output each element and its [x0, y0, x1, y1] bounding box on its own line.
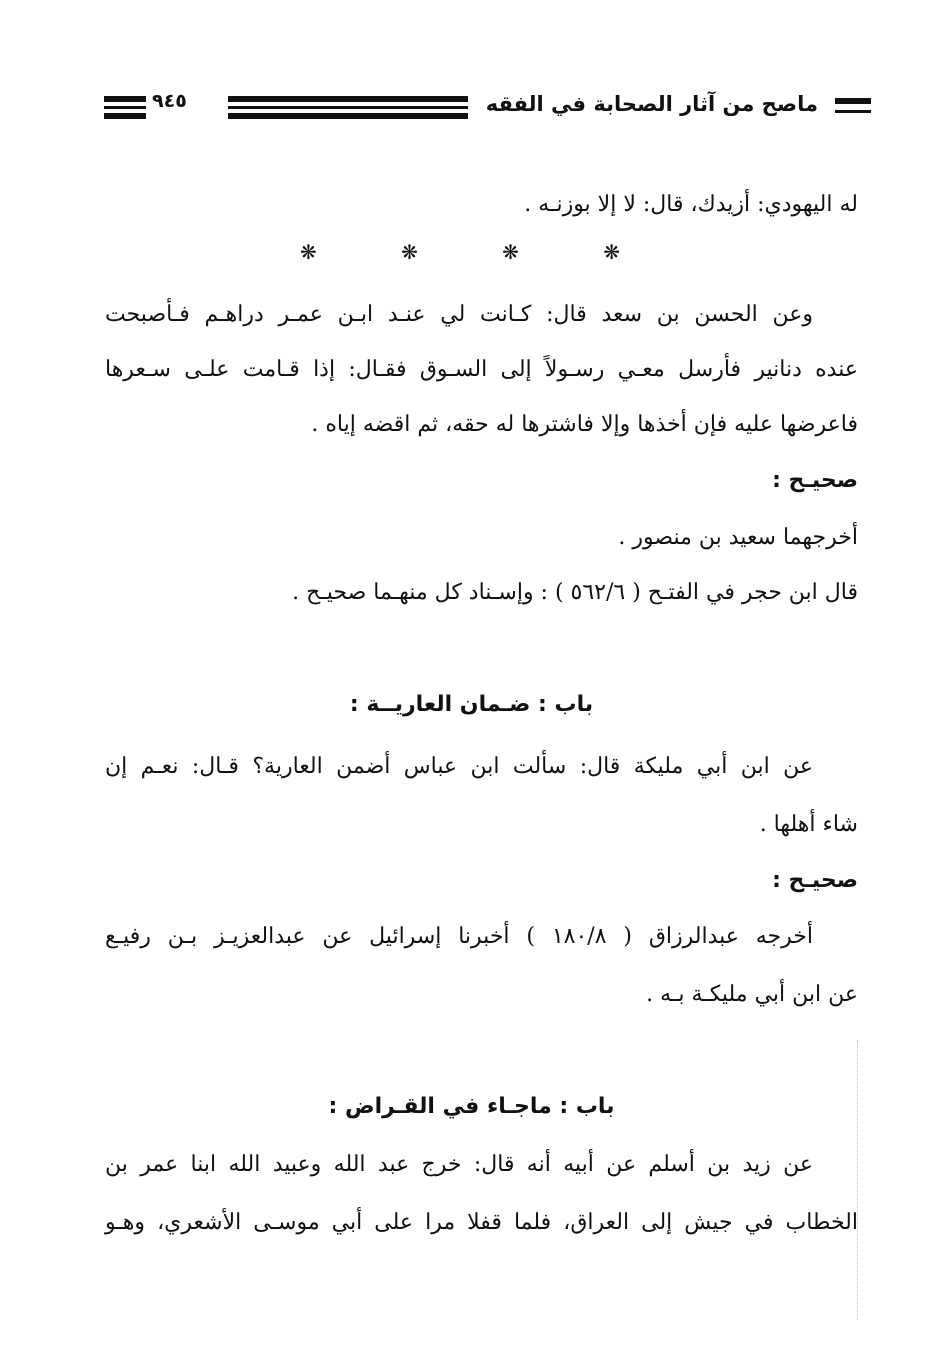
- chapter-heading: باب : ضـمان العاريــة :: [349, 692, 594, 717]
- header-rule-right-bottom: [835, 110, 871, 113]
- paragraph-line: عن ابن أبي مليكة قال: سألت ابن عباس أضمن العارية؟ قـال: نعـم إن: [105, 754, 813, 779]
- grading-heading: صحيـح :: [772, 868, 858, 893]
- star-ornament-icon: ❋: [502, 240, 519, 264]
- text-line: قال ابن حجر في الفتـح ( ٥٦٢/٦ ) : وإسـناد كل منهـما صحيـح .: [292, 580, 858, 605]
- star-ornament-icon: ❋: [401, 240, 418, 264]
- header-rule-left-bottom: [104, 113, 146, 119]
- section-separator: [300, 240, 620, 264]
- paragraph-line: الخطاب في جيش إلى العراق، فلما قفلا مرا على أبي موسـى الأشعري، وهـو: [105, 1210, 858, 1235]
- paragraph-line: وعن الحسن بن سعد قال: كـانت لي عنـد ابـن عمـر دراهـم فـأصبحت: [105, 302, 813, 327]
- paragraph-line: عن زيد بن أسلم عن أبيه أنه قال: خرج عبد الله وعبيد الله ابنا عمر بن: [105, 1152, 813, 1177]
- text-line: أخرجهما سعيد بن منصور .: [618, 525, 858, 550]
- header-rule-left-top: [104, 96, 146, 102]
- page-number: ٩٤٥: [152, 90, 187, 112]
- grading-heading: صحيـح :: [772, 468, 858, 493]
- header-rule-right-top: [835, 98, 871, 104]
- text-line: له اليهودي: أزيدك، قال: لا إلا بوزنـه .: [524, 192, 858, 217]
- paragraph-line: شاء أهلها .: [759, 812, 858, 837]
- header-title: ماصح من آثار الصحابة في الفقه: [485, 92, 818, 116]
- paragraph-line: أخرجه عبدالرزاق ( ١٨٠/٨ ) أخبرنا إسرائيل عن عبدالعزيـز بـن رفيـع: [105, 924, 814, 949]
- running-header: [100, 88, 870, 128]
- header-rule-middle-top: [228, 96, 468, 102]
- paragraph-line: فاعرضها عليه فإن أخذها وإلا فاشترها له حقه، ثم اقضه إياه .: [311, 412, 858, 437]
- chapter-heading: باب : ماجـاء في القـراض :: [328, 1094, 615, 1119]
- header-rule-left-mid: [104, 106, 146, 109]
- star-ornament-icon: ❋: [300, 240, 317, 264]
- star-ornament-icon: ❋: [603, 240, 620, 264]
- margin-dots: [855, 1040, 858, 1320]
- paragraph-line: عنده دنانير فأرسل معـي رسـولاً إلى السـوق فقـال: إذا قـامت علـى سـعرها: [105, 357, 858, 382]
- header-rule-middle-mid: [228, 106, 468, 109]
- header-rule-middle-bottom: [228, 113, 468, 119]
- paragraph-line: عن ابن أبي مليكـة بـه .: [646, 982, 858, 1007]
